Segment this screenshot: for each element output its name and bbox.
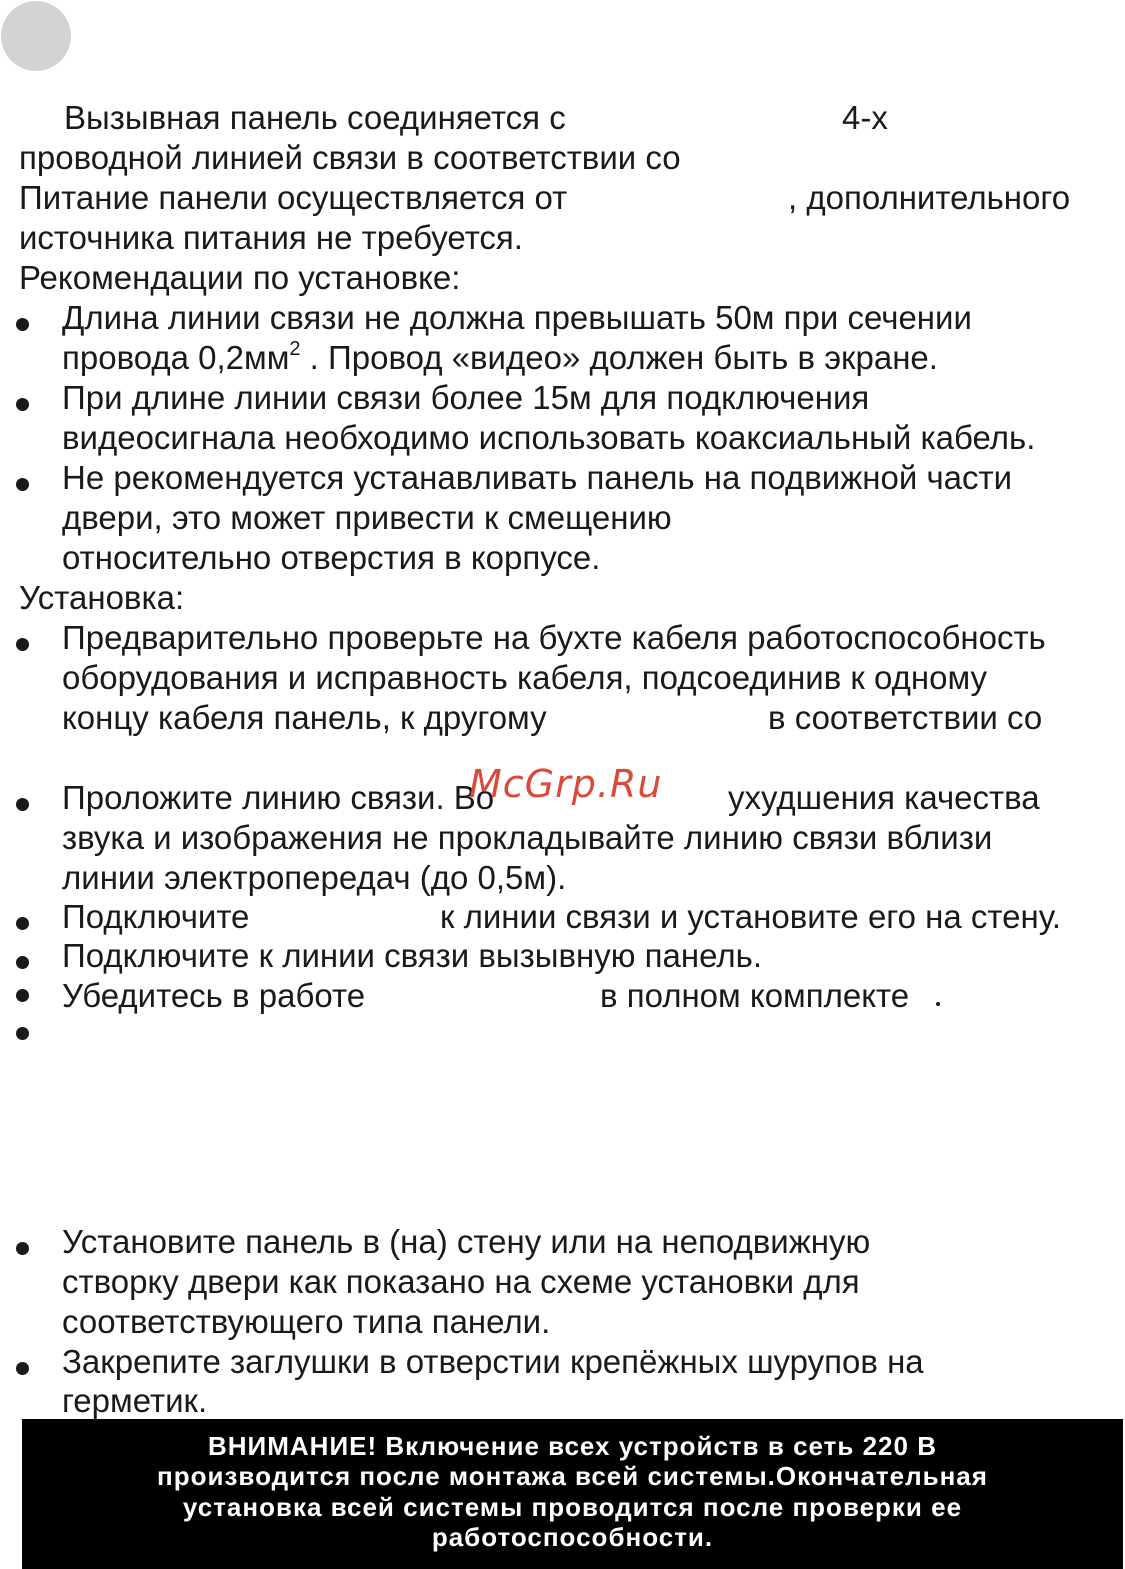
- bullet-icon: [16, 638, 29, 651]
- inst-item-4-line-1: Подключите к линии связи вызывную панель.: [62, 937, 762, 974]
- intro-line-1a: Вызывная панель соединяется с: [64, 99, 566, 136]
- inst-item-3-a: Подключите: [62, 898, 250, 935]
- bullet-icon: [16, 989, 29, 1002]
- intro-line-3b: , дополнительного: [788, 179, 1071, 216]
- intro-line-2: проводной линией связи в соответствии со: [19, 139, 681, 176]
- inst-item-1-line-3a: концу кабеля панель, к другому: [62, 699, 547, 736]
- intro-line-1b: 4-х: [842, 99, 888, 136]
- period-mark: [936, 1002, 940, 1006]
- rec-item-1-line-1: Длина линии связи не должна превышать 50м при сечении: [62, 299, 972, 336]
- bullet-icon: [16, 917, 29, 930]
- bullet-icon: [16, 798, 29, 811]
- bullet-icon: [16, 318, 29, 331]
- inst-item-3-b: к линии связи и установите его на стену.: [440, 898, 1062, 935]
- rec-item-1-line-2: провода $0,2мм^2$ . Провод «видео» должен быть в экране.: [62, 338, 938, 376]
- rec-item-2-line-1: При длине линии связи более 15м для подключения: [62, 379, 870, 416]
- intro-line-3a: Питание панели осуществляется от: [19, 179, 568, 216]
- rec-item-3-line-1: Не рекомендуется устанавливать панель на подвижной части: [62, 459, 1013, 496]
- inst-item-6-line-3: соответствующего типа панели.: [62, 1303, 551, 1340]
- inst-item-5-a: Убедитесь в работе: [62, 977, 366, 1014]
- bullet-icon: [16, 398, 29, 411]
- bullet-icon: [16, 1362, 29, 1375]
- page-number-circle: [1, 1, 71, 71]
- bullet-icon: [16, 1027, 29, 1040]
- inst-item-1-line-3b: в соответствии со: [768, 699, 1043, 736]
- rec-item-3-line-2: двери, это может привести к смещению: [62, 499, 672, 536]
- intro-line-4: источника питания не требуется.: [19, 219, 523, 256]
- inst-item-2-line-3: линии электропередач (до 0,5м).: [62, 859, 567, 896]
- installation-heading: Установка:: [19, 579, 185, 616]
- inst-item-1-line-1: Предварительно проверьте на бухте кабеля работоспособность: [62, 619, 1046, 656]
- inst-item-6-line-1: Установите панель в (на) стену или на неподвижную: [62, 1223, 871, 1260]
- inst-item-7-line-1: Закрепите заглушки в отверстии крепёжных шурупов на: [62, 1343, 924, 1380]
- inst-item-7-line-2: герметик.: [62, 1382, 208, 1419]
- warning-line-3: установка всей системы проводится после проверки ее: [182, 1492, 963, 1522]
- inst-item-5-b: в полном комплекте: [600, 977, 910, 1014]
- bullet-icon: [16, 956, 29, 969]
- recommendations-heading: Рекомендации по установке:: [19, 259, 461, 296]
- warning-line-1: ВНИМАНИЕ! Включение всех устройств в сеть 220 В: [208, 1431, 937, 1461]
- inst-item-6-line-2: створку двери как показано на схеме установки для: [62, 1263, 860, 1300]
- inst-item-2-line-2: звука и изображения не прокладывайте линию связи вблизи: [62, 819, 993, 856]
- rec-item-2-line-2: видеосигнала необходимо использовать коаксиальный кабель.: [62, 419, 1036, 456]
- warning-line-2: производится после монтажа всей системы.Окончательная: [157, 1461, 988, 1491]
- inst-item-2-line-1b: ухудшения качества: [728, 779, 1040, 816]
- watermark-logo: McGrp.Ru: [469, 762, 663, 806]
- warning-line-4: работоспособности.: [431, 1522, 714, 1552]
- bullet-icon: [16, 478, 29, 491]
- warning-box: [22, 1419, 1123, 1569]
- inst-item-1-line-2: оборудования и исправность кабеля, подсоединив к одному: [62, 659, 988, 696]
- inst-item-2-line-1a: Проложите линию связи. Во: [62, 779, 495, 816]
- bullet-icon: [16, 1242, 29, 1255]
- rec-item-3-line-3: относительно отверстия в корпусе.: [62, 539, 601, 576]
